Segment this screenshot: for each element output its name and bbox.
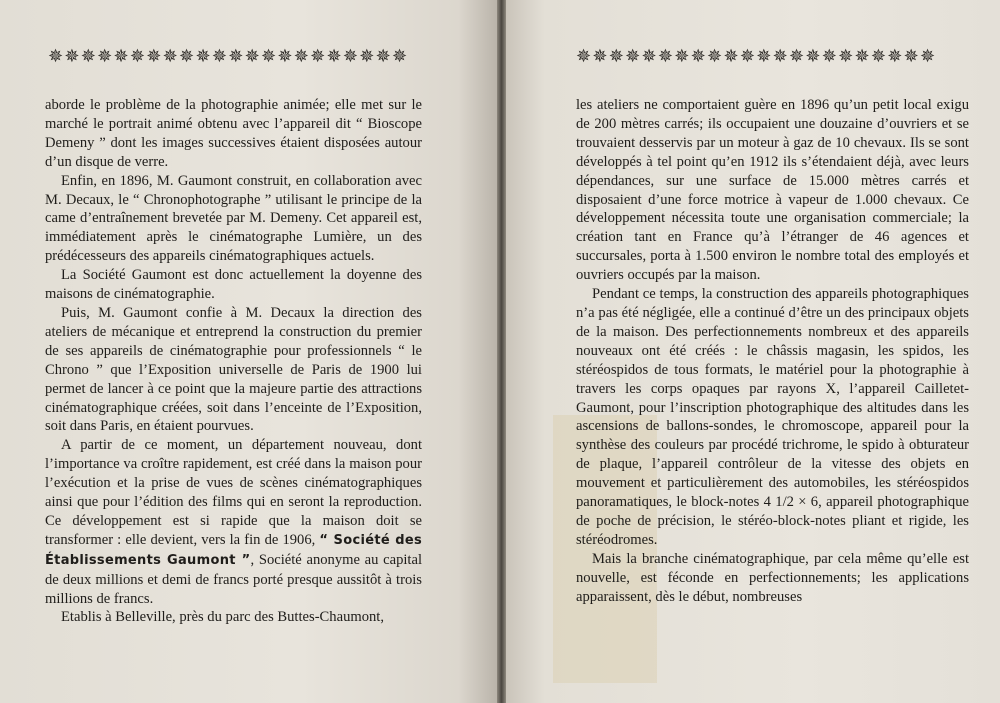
paragraph: les ateliers ne comportaient guère en 1896 qu’un petit local exigu de 200 mètres carrés; ils occupaient une douzaine d’ouvriers et se trouvaient desservis par un moteur à gaz de 10 chevaux. Ils se sont développés à tel point qu’en 1912 ils s’étendaient déjà, avec leurs dépendances, sur une surface de 15.000 mètres carrés et disposaient d’une force motrice à vapeur de 1.000 chevaux. Ce développement nécessita toute une organisation commerciale; la création tant en France qu’à l’étranger de 46 agences et succursales, porta à 1.500 environ le nombre total des employés et ouvriers occupés par la maison. <box>576 97 969 284</box>
paragraph: La Société Gaumont est donc actuellement la doyenne des maisons de cinématographie. <box>45 267 422 303</box>
paragraph-text: A partir de ce moment, un département nouveau, dont l’importance va croître rapidement, est créé dans la maison pour l’exécution et la prise de vues de scènes cinématographiques ainsi que pour l’édition des films qui en seront la reproduction. Ce développement est si rapide que la maison doit se transformer : elle devient, vers la fin de 1906, <box>45 437 422 548</box>
paragraph: Pendant ce temps, la construction des appareils photographiques n’a pas été négligée, elle a continué d’être un des principaux objets de la maison. Des perfectionnements nombreux et des appareils nouveaux ont été créés : le châssis magasin, les spidos, les stéréospidos de tous formats, le matériel pour la photographie à travers les corps opaques par rayons X, l’appareil Cailletet-Gaumont, pour l’inscription photographique des altitudes dans les ascensions de ballons-sondes, le chromoscope, appareil pour la synthèse des couleurs par procédé trichrome, le spido à obturateur de plaque, l’appareil contrôleur de la vitesse des objets en mouvement et particulièrement des automobiles, les stéréospidos panoramatiques, le block-notes 4 1/2 × 6, appareil photographique de poche de précision, le stéréo-block-notes pliant et rigide, les stéréodromes. <box>576 286 969 548</box>
book-gutter <box>497 0 506 703</box>
paragraph: aborde le problème de la photographie animée; elle met sur le marché le portrait animé obtenu avec l’appareil dit “ Bioscope Demeny ” dont les images successives étaient disposées autour d’un disque de verre. <box>45 97 422 170</box>
paragraph-text-continued: , Société anonyme au capital de deux millions et demi de francs porté presque aussitôt à trois millions de francs. <box>45 551 423 607</box>
paragraph: Etablis à Belleville, près du parc des Buttes-Chaumont, <box>61 609 385 626</box>
ornament-border-right: ✵✵✵✵✵✵✵✵✵✵✵✵✵✵✵✵✵✵✵✵✵✵ <box>576 46 937 67</box>
paragraph-with-brand <box>45 436 422 608</box>
ornament-border-left: ✵✵✵✵✵✵✵✵✵✵✵✵✵✵✵✵✵✵✵✵✵✵ <box>48 46 409 67</box>
brand-name: “ Société des Établissements Gaumont ” <box>45 532 422 568</box>
right-page-text <box>576 96 969 606</box>
paragraph: Puis, M. Gaumont confie à M. Decaux la direction des ateliers de mécanique et entreprend la construction du premier de ses appareils de cinématographie pour professionnels “ le Chrono ” que l’Exposition universelle de Paris de 1900 lui permet de lancer à ce point que la majeure partie des attractions cinématographique créées, soit dans l’enceinte de l’Exposition, soit dans Paris, en étaient pourvues. <box>45 304 422 435</box>
paragraph: Enfin, en 1896, M. Gaumont construit, en collaboration avec M. Decaux, le “ Chronophotographe ” utilisant le principe de la came d’entraînement brevetée par M. Demeny. Cet appareil est, immédiatement après le cinématographe Lumière, un des prédécesseurs des appareils cinématographiques actuels. <box>45 172 422 265</box>
paragraph: Mais la branche cinématographique, par cela même qu’elle est nouvelle, est féconde en perfectionnements; les applications apparaissent, dès le début, nombreuses <box>576 550 969 605</box>
left-page-text <box>45 96 422 627</box>
